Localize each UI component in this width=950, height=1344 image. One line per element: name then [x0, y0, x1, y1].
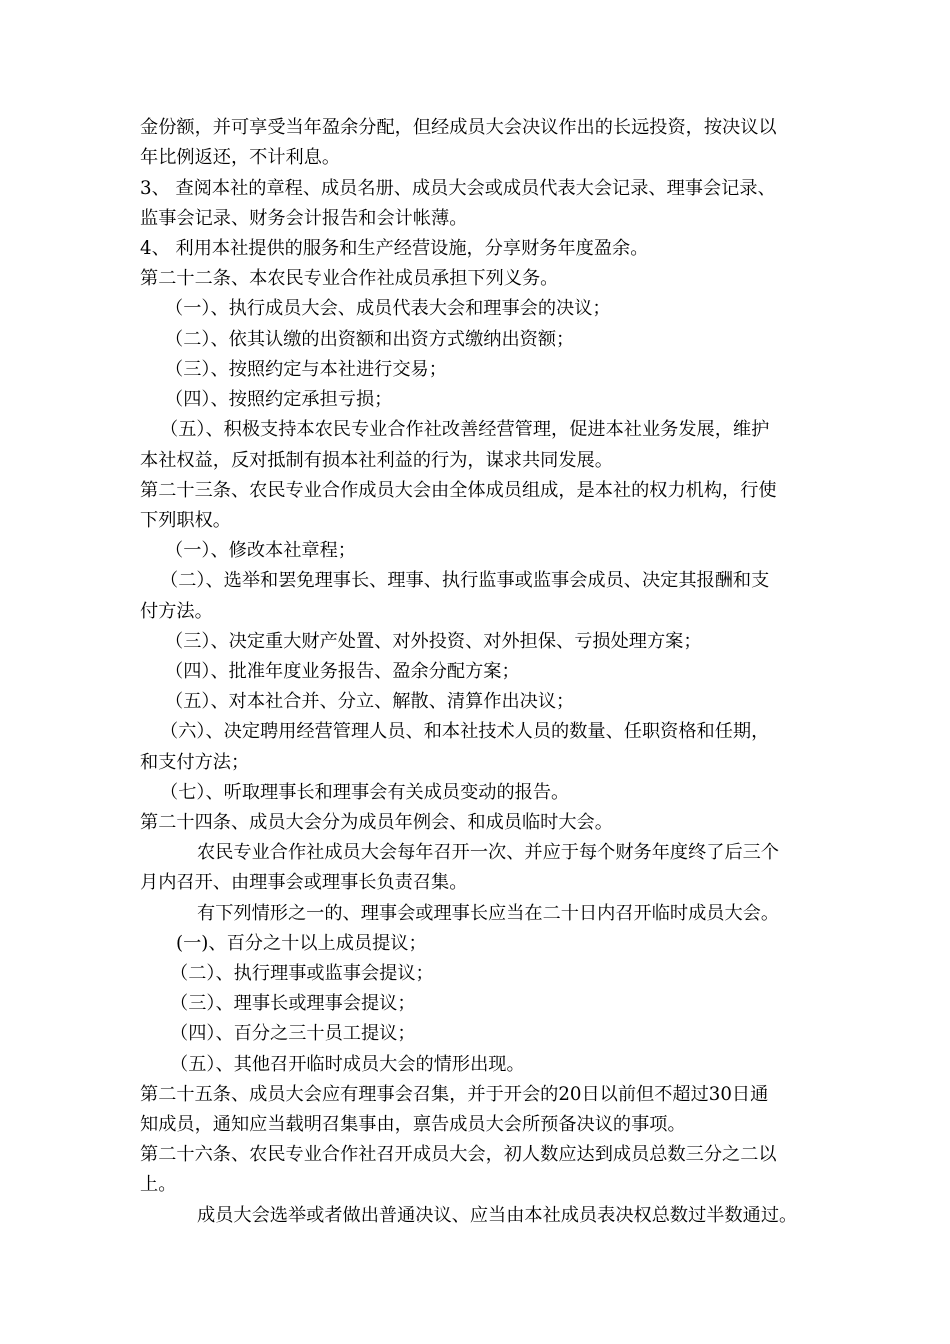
- text-line: 知成员，通知应当载明召集事由，禀告成员大会所预备决议的事项。: [140, 1114, 686, 1135]
- text-line: 上。: [140, 1174, 177, 1195]
- text-line: 监事会记录、财务会计报告和会计帐薄。: [140, 208, 468, 229]
- text-line: 第二十六条、农民专业合作社召开成员大会，初人数应达到成员总数三分之二以: [140, 1144, 777, 1165]
- text-line: （二）、选举和罢免理事长、理事、执行监事或监事会成员、决定其报酬和支: [160, 570, 770, 591]
- text-line: （一）、执行成员大会、成员代表大会和理事会的决议；: [165, 298, 611, 319]
- text-line: 第二十三条、农民专业合作成员大会由全体成员组成，是本社的权力机构，行使: [140, 480, 777, 501]
- text-line: （五）、对本社合并、分立、解散、清算作出决议；: [165, 691, 575, 712]
- text-line: 成员大会选举或者做出普通决议、应当由本社成员表决权总数过半数通过。: [197, 1205, 798, 1226]
- text-line: 下列职权。: [140, 510, 231, 531]
- text-line: （一）、修改本社章程；: [165, 540, 356, 561]
- text-line: 3、 查阅本社的章程、成员名册、成员大会或成员代表大会记录、理事会记录、: [140, 178, 776, 199]
- text-line: （四）、批准年度业务报告、盈余分配方案；: [165, 661, 520, 682]
- text-line: 农民专业合作社成员大会每年召开一次、并应于每个财务年度终了后三个: [197, 842, 780, 863]
- text-line: 本社权益，反对抵制有损本社利益的行为，谋求共同发展。: [140, 450, 613, 471]
- text-line: 金份额，并可享受当年盈余分配，但经成员大会决议作出的长远投资，按决议以: [140, 117, 777, 138]
- text-line: （三）、理事长或理事会提议；: [170, 993, 416, 1014]
- text-line: （五）、积极支持本农民专业合作社改善经营管理，促进本社业务发展，维护: [160, 419, 770, 440]
- text-line: 年比例返还，不计利息。: [140, 147, 341, 168]
- text-line: 第二十四条、成员大会分为成员年例会、和成员临时大会。: [140, 812, 613, 833]
- text-line: （六）、决定聘用经营管理人员、和本社技术人员的数量、任职资格和任期，: [160, 721, 770, 742]
- text-line: (一)、百分之十以上成员提议；: [176, 933, 427, 954]
- text-line: （五）、其他召开临时成员大会的情形出现。: [170, 1054, 525, 1075]
- text-line: 第二十二条、本农民专业合作社成员承担下列义务。: [140, 268, 559, 289]
- text-line: （四）、百分之三十员工提议；: [170, 1023, 416, 1044]
- text-line: 月内召开、由理事会或理事长负责召集。: [140, 872, 468, 893]
- text-line: 付方法。: [140, 601, 213, 622]
- text-line: （四）、按照约定承担亏损；: [165, 389, 393, 410]
- text-line: 和支付方法；: [140, 752, 250, 773]
- text-line: （三）、按照约定与本社进行交易；: [165, 359, 447, 380]
- text-line: （七）、听取理事长和理事会有关成员变动的报告。: [160, 782, 570, 803]
- text-line: （三）、决定重大财产处置、对外投资、对外担保、亏损处理方案；: [165, 631, 702, 652]
- text-line: 4、 利用本社提供的服务和生产经营设施，分享财务年度盈余。: [140, 238, 649, 259]
- text-line: （二）、依其认缴的出资额和出资方式缴纳出资额；: [165, 329, 575, 350]
- text-line: 有下列情形之一的、理事会或理事长应当在二十日内召开临时成员大会。: [197, 903, 780, 924]
- text-line: （二）、执行理事或监事会提议；: [170, 963, 434, 984]
- text-line: 第二十五条、成员大会应有理事会召集，并于开会的20日以前但不超过30日通: [140, 1084, 769, 1105]
